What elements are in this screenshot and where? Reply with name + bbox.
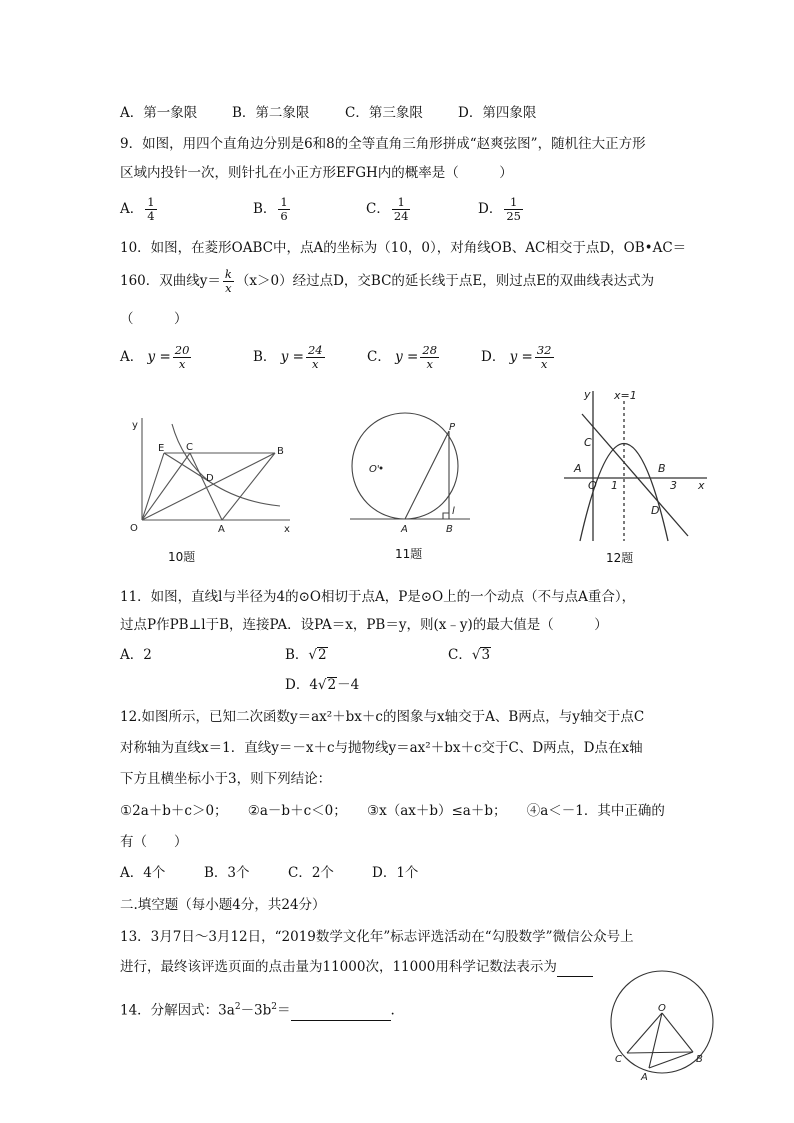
q10-option-a: A． y = $\frac{20}{x}$ — [120, 343, 190, 371]
fig10-line-oc — [142, 453, 190, 520]
q10-option-d: D． y = $\frac{32}{x}$ — [481, 343, 552, 371]
q8-option-b: B．第二象限 — [232, 105, 310, 121]
fig11-caption: 11题 — [395, 547, 423, 561]
fig12-label-o: O — [588, 479, 597, 492]
fig11-label-a: A — [401, 524, 408, 535]
q10-line3: （ ） — [120, 311, 188, 327]
q14-line: 14．分解因式：$3a^2-3b^2=$ . — [120, 1002, 395, 1019]
q14-answer-blank — [291, 1002, 391, 1021]
fig12-label-a: A — [574, 462, 582, 475]
fig14-line-ab — [649, 1052, 693, 1068]
fig10-line-ab — [222, 453, 275, 520]
q11-option-b: B．√2 — [285, 647, 327, 663]
fig14-line-ob — [662, 1013, 693, 1052]
figure-10 — [120, 410, 295, 535]
q11-option-a: A．2 — [120, 647, 152, 663]
fig11-right-angle — [443, 513, 449, 519]
fig12-label-c: C — [584, 436, 592, 449]
fig11-circle — [352, 413, 458, 519]
q10-option-b: B． y = $\frac{24}{x}$ — [253, 343, 323, 371]
fig10-label-x: x — [284, 524, 290, 535]
q9-option-b: B． $\frac{1}{6}$ — [253, 195, 288, 223]
fig11-label-l: l — [452, 506, 455, 517]
fig11-center-dot — [380, 467, 383, 470]
q13-answer-blank — [557, 958, 593, 977]
fig14-label-o: O — [658, 1003, 666, 1014]
fig10-line-oe — [142, 453, 164, 520]
q9-line1: 9．如图，用四个直角边分别是6和8的全等直角三角形拼成“赵爽弦图”，随机往大正方形 — [120, 136, 646, 152]
q9-line2: 区域内投针一次，则针扎在小正方形EFGH内的概率是（ ） — [120, 165, 513, 181]
q9-option-c: C． $\frac{1}{24}$ — [366, 195, 409, 223]
q11-option-c: C．√3 — [448, 647, 491, 663]
q11-option-d: D．4√2－4 — [285, 677, 360, 693]
fig10-hyperbola — [172, 424, 280, 506]
fig11-line-ap — [405, 431, 449, 519]
fig12-label-one: 1 — [611, 479, 618, 492]
fig10-line-ob — [142, 453, 275, 520]
q12-option-c: C．2个 — [288, 865, 334, 881]
fig14-label-c: C — [615, 1054, 622, 1065]
q10-line1: 10．如图，在菱形OABC中，点A的坐标为（10，0），对角线OB、AC相交于点D，OB•AC＝ — [120, 240, 687, 256]
q8-option-a: A．第一象限 — [120, 105, 198, 121]
q13-line2: 进行，最终该评选页面的点击量为11000次，11000用科学记数法表示为 — [120, 958, 593, 977]
q12-option-a: A．4个 — [120, 865, 166, 881]
figure-11 — [345, 410, 475, 535]
section2-title: 二.填空题（每小题4分，共24分） — [120, 897, 326, 913]
fig10-label-a: A — [218, 524, 225, 535]
fig10-label-c: C — [186, 442, 193, 453]
q10-line2: 160．双曲线y＝ $\frac{k}{x}$ （x＞0）经过点D，交BC的延长线于点E，则过点E的双曲线表达式为 — [120, 267, 655, 295]
q12-option-b: B．3个 — [204, 865, 250, 881]
q9-option-a: A． $\frac{1}{4}$ — [120, 195, 155, 223]
fig10-caption: 10题 — [168, 550, 196, 564]
fig12-caption: 12题 — [606, 551, 634, 565]
q8-option-d: D．第四象限 — [458, 105, 537, 121]
fig14-label-a: A — [641, 1072, 648, 1083]
fig11-label-p: P — [449, 422, 456, 433]
fig11-label-b: B — [446, 524, 453, 535]
fig12-line-cd — [582, 414, 688, 536]
fig10-label-b: B — [277, 446, 284, 457]
fig12-label-d: D — [651, 504, 660, 517]
q12-line3: 下方且横坐标小于3，则下列结论： — [120, 771, 332, 787]
q9-option-d: D． $\frac{1}{25}$ — [478, 195, 521, 223]
figure-14 — [605, 965, 720, 1083]
q11-line1: 11．如图，直线l与半径为4的⊙O相切于点A，P是⊙O上的一个动点（不与点A重合）， — [120, 589, 636, 605]
q10-option-c: C． y = $\frac{28}{x}$ — [367, 343, 438, 371]
q12-option-d: D．1个 — [372, 865, 419, 881]
fig14-label-b: B — [696, 1054, 703, 1065]
fig12-label-x1: x=1 — [614, 389, 637, 402]
fig12-label-three: 3 — [670, 479, 677, 492]
q12-line2: 对称轴为直线x＝1．直线y＝－x＋c与抛物线y＝ax²＋bx＋c交于C、D两点，D点在x轴 — [120, 740, 643, 756]
fig10-label-e: E — [158, 443, 165, 454]
fig11-label-o: O' — [369, 464, 380, 475]
fig10-label-o: O — [130, 523, 138, 534]
fig10-label-d: D — [206, 473, 214, 484]
fig12-label-b: B — [658, 462, 666, 475]
fig14-line-cb — [627, 1052, 693, 1053]
fig12-label-x: x — [698, 479, 705, 492]
q12-line5: 有（ ） — [120, 834, 188, 850]
figure-12 — [562, 386, 712, 546]
fig10-label-y: y — [132, 420, 138, 431]
fig12-label-y: y — [584, 388, 591, 401]
q13-line1: 13．3月7日～3月12日，“2019数学文化年”标志评选活动在“勾股数学”微信公众号上 — [120, 929, 634, 945]
q12-line4: ①2a＋b＋c＞0； ②a－b＋c＜0； ③x（ax＋b）≤a＋b； ④a＜－1．其中正确的 — [120, 803, 665, 819]
q12-line1: 12.如图所示，已知二次函数y＝ax²＋bx＋c的图象与x轴交于A、B两点，与y轴交于点C — [120, 709, 645, 725]
q8-option-c: C．第三象限 — [345, 105, 423, 121]
q11-line2: 过点P作PB⊥l于B，连接PA．设PA＝x，PB＝y，则(x﹣y)的最大值是（ ） — [120, 617, 608, 633]
